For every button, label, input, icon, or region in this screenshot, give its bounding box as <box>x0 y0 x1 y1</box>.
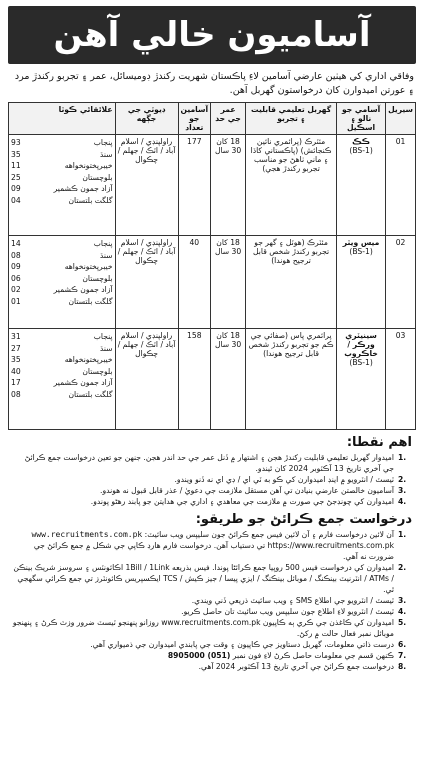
region-quota: 08 <box>11 389 21 399</box>
region-quota: 06 <box>11 273 21 283</box>
age-min: 18 کان <box>216 137 240 146</box>
age-max: 30 سال <box>214 340 242 349</box>
region-name: سنڌ <box>99 343 113 353</box>
list-item <box>12 562 412 595</box>
region-line <box>11 354 113 366</box>
region-line <box>11 183 113 195</box>
post-scale: (BS-1) <box>349 146 373 155</box>
cell-qualification: پرائمري پاس (صفائي جي ڪم جو تجربو رکندڙ شخص قابل ترجيح هوندا) <box>246 329 337 430</box>
cell-age <box>211 329 246 430</box>
region-line <box>11 331 113 343</box>
cell-serial: 03 <box>386 329 416 430</box>
cell-region <box>9 329 116 430</box>
age-min: 18 کان <box>216 331 240 340</box>
region-name: خيبرپختونخواهه <box>64 161 113 170</box>
list-item <box>12 474 412 485</box>
list-item <box>12 496 412 507</box>
region-name: بلوچستان <box>82 273 113 283</box>
apply-list <box>12 529 412 672</box>
item-number: 1. <box>398 530 407 539</box>
item-number: 6. <box>398 640 407 649</box>
intro-paragraph: وفاقي اداري کي هيٺين عارضي آسامين لاءِ پاڪستان شهريت رکندڙ ڊوميسائل، عمر ۽ تجربو رکندڙ مرد ۽ عورتن اميدوارن کان درخواستون گهربل آهن. <box>14 71 414 96</box>
list-item <box>12 452 412 474</box>
cell-region <box>9 135 116 236</box>
region-name: پنجاب <box>93 138 113 147</box>
region-quota: 04 <box>11 195 21 205</box>
region-name: گلگت بلتستان <box>68 195 113 205</box>
region-line <box>11 160 113 172</box>
region-quota: 09 <box>11 262 21 271</box>
recruitment-website-link[interactable]: www.recruitments.com.pk <box>31 530 143 539</box>
item-text: درست ذاتي معلومات، گهربل دستاويز جي ڪاپيون ۽ وقت جي پابندي اميدوارن جي ذميواري آهي. <box>90 640 394 649</box>
item-text: اميدوار گهربل تعليمي قابليت رکندڙ هجن ۽ اشتهار ۾ ڏنل عمر جي حد اندر هجن. جنهن جو تعين درخواست جمع ڪرائڻ جي آخري تاريخ 13 آڪٽوبر 2024 کان ٿيندو. <box>24 453 394 473</box>
region-line <box>11 149 113 161</box>
item-number: 2. <box>398 563 407 572</box>
list-item <box>12 595 412 606</box>
list-item <box>12 529 412 540</box>
table-row <box>9 135 416 236</box>
region-name: آزاد جمون ڪشمير <box>53 285 113 294</box>
age-max: 30 سال <box>214 146 242 155</box>
header-serial: سيريل <box>386 103 416 135</box>
region-line <box>11 172 113 184</box>
region-quota: 14 <box>11 239 21 248</box>
cell-age <box>211 236 246 329</box>
cell-qualification: مئٽرڪ (پرائمري نائين ڪنجائش) (پاڪستاني کاڌا ۽ ماني ٺاهڻ جو مناسب تجربو رکندڙ هجي) <box>246 135 337 236</box>
header-qualification: گهربل تعليمي قابليت ۽ تجربو <box>246 103 337 135</box>
item-text: آساميون خالصتن عارضي بنيادن تي آهن مستقل ملازمت جي دعويٰ / عذر قابل قبول نه هوندو. <box>100 486 394 495</box>
age-max: 30 سال <box>214 247 242 256</box>
region-line <box>11 366 113 378</box>
item-number: 4. <box>398 497 407 506</box>
item-number <box>398 540 412 562</box>
apply-heading: درخواست جمع ڪرائڻ جو طريقو: <box>195 512 412 527</box>
region-name: آزاد جمون ڪشمير <box>53 184 113 193</box>
list-item <box>12 639 412 650</box>
cell-title <box>337 135 386 236</box>
region-name: گلگت بلتستان <box>68 296 113 306</box>
cell-title <box>337 236 386 329</box>
header-region: علائقائي ڪوٽا <box>9 103 116 135</box>
table-row <box>9 329 416 430</box>
table-row <box>9 236 416 329</box>
region-name: پنجاب <box>93 239 113 248</box>
cell-region <box>9 236 116 329</box>
region-name: خيبرپختونخواهه <box>64 262 113 271</box>
region-quota: 35 <box>11 149 21 159</box>
region-quota: 09 <box>11 184 21 193</box>
region-name: سنڌ <box>99 250 113 260</box>
list-item <box>12 540 412 562</box>
list-item <box>12 606 412 617</box>
cell-qualification: مئٽرڪ (هوٽل ۽ گهر جو تجربو رکندڙ شخص قابل ترجيح هوندا) <box>246 236 337 329</box>
cell-location: راولپنڊي / اسلام آباد / اٽڪ / جهلم / چڪوال <box>115 329 178 430</box>
age-min: 18 کان <box>216 238 240 247</box>
item-text: ٽيسٽ / انٽرويو ۾ اينڊ اميدوارن کي ڪو به ٽي اي / ڊي اي نه ڏنو ويندو. <box>174 475 394 484</box>
notes-heading: اهم نقطا: <box>346 435 412 450</box>
region-line <box>11 389 113 401</box>
region-name: پنجاب <box>93 332 113 341</box>
item-number: 3. <box>398 596 407 605</box>
cell-count: 177 <box>178 135 211 236</box>
region-quota: 40 <box>11 366 21 376</box>
region-name: آزاد جمون ڪشمير <box>53 378 113 387</box>
item-number: 4. <box>398 607 407 616</box>
cell-count: 40 <box>178 236 211 329</box>
cell-location: راولپنڊي / اسلام آباد / اٽڪ / جهلم / چڪوال <box>115 236 178 329</box>
region-quota: 17 <box>11 378 21 387</box>
list-item <box>12 650 412 661</box>
header-count: آسامين جو تعداد <box>178 103 211 135</box>
item-text: ٽيسٽ / انٽرويو جي اطلاع SMS ۽ ويب سائيٽ ذريعي ڏني ويندي. <box>191 596 394 605</box>
region-quota: 93 <box>11 138 21 147</box>
title-banner <box>8 6 416 64</box>
region-quota: 27 <box>11 343 21 353</box>
item-number: 5. <box>398 618 407 627</box>
post-name: ڪڪ <box>352 137 370 146</box>
page-title: آسامیون خالي آهن <box>53 15 371 55</box>
region-quota: 25 <box>11 172 21 182</box>
region-line <box>11 284 113 296</box>
item-number: 1. <box>398 453 407 462</box>
region-line <box>11 195 113 207</box>
region-quota: 31 <box>11 332 21 341</box>
cell-serial: 01 <box>386 135 416 236</box>
cell-age <box>211 135 246 236</box>
header-age: عمر جي حد <box>211 103 246 135</box>
region-quota: 08 <box>11 250 21 260</box>
region-quota: 02 <box>11 285 21 294</box>
item-text: ڪنهن قسم جي معلومات حاصل ڪرڻ لاءِ فون نمبر <box>232 651 394 660</box>
region-quota: 01 <box>11 296 21 306</box>
region-name: خيبرپختونخواهه <box>64 355 113 364</box>
cell-serial: 02 <box>386 236 416 329</box>
post-name: ميس ويٽر <box>342 238 380 247</box>
region-line <box>11 238 113 250</box>
region-quota: 11 <box>11 161 21 170</box>
table-header-row <box>9 103 416 135</box>
notes-list <box>12 452 412 507</box>
post-scale: (BS-1) <box>349 358 373 367</box>
region-name: گلگت بلتستان <box>68 389 113 399</box>
item-text: آن لائين درخواست فارم ۽ آن لائين فيس جمع ڪرائڻ جون سليپس ويب سائيٽ: <box>144 530 394 539</box>
item-text: درخواست جمع ڪرائڻ جي آخري تاريخ 13 آڪٽوبر 2024 آهي. <box>198 662 394 671</box>
list-item <box>12 661 412 672</box>
cell-count: 158 <box>178 329 211 430</box>
item-text: اميدوارن کي چونڊجڻ جي صورت ۾ ملازمت جي معاهدي ۽ اداري جي هدايتن جو پابند رهڻو پوندو. <box>90 497 394 506</box>
item-text: اميدوارن کي ڪاغذن جي ڪري ٻه ڪاپيون www.recruitments.com.pk روزانو پنهنجو ٽيسٽ ضرور وزٽ ڪرڻ ۽ پنهنجو موبائل نمبر فعال حالت ۾ رکڻ. <box>12 618 394 638</box>
list-item <box>12 485 412 496</box>
region-line <box>11 250 113 262</box>
region-quota: 35 <box>11 355 21 364</box>
item-text: ٽيسٽ / انٽرويو لاءِ اطلاع جون سليپس ويب سائيٽ تان حاصل ڪريو. <box>181 607 394 616</box>
cell-title <box>337 329 386 430</box>
region-line <box>11 377 113 389</box>
header-location: ڊيوٽي جي جڳهه <box>115 103 178 135</box>
post-scale: (BS-1) <box>349 247 373 256</box>
item-text: https://www.recruitments.com.pk تي دستياب آهن. درخواست فارم هارڊ ڪاپي جي شڪل ۾ جمع ڪرائڻ جي ضرورت نه آهي. <box>33 541 394 561</box>
region-line <box>11 137 113 149</box>
contact-phone: (051) 8905000 <box>167 651 231 660</box>
list-item <box>12 617 412 639</box>
region-line <box>11 343 113 355</box>
region-line <box>11 273 113 285</box>
item-text: اميدوارن کي درخواست فيس 500 روپيا جمع ڪرائڻا پوندا. فيس بذريعه 1Bill / 1Link اڪائونٽس ۽ سروسز شريڪ بينڪن / ATMs / انٽرنيٽ بينڪنگ / موبائل بينڪنگ / ايزي پيسا / جيز ڪيش / TCS ايڪسپريس ڪائونٽرز تي جمع ڪرائي سگهجي ٿي. <box>13 563 394 594</box>
region-name: بلوچستان <box>82 172 113 182</box>
header-title: آسامي جو نالو ۽ اسڪيل <box>337 103 386 135</box>
post-name: سينيٽري ورڪر / خاڪروب <box>344 331 378 358</box>
item-number: 2. <box>398 475 407 484</box>
item-number: 3. <box>398 486 407 495</box>
region-name: سنڌ <box>99 149 113 159</box>
region-line <box>11 261 113 273</box>
item-number: 8. <box>398 662 407 671</box>
region-name: بلوچستان <box>82 366 113 376</box>
item-number: 7. <box>398 651 407 660</box>
region-line <box>11 296 113 308</box>
vacancies-table <box>8 102 416 430</box>
cell-location: راولپنڊي / اسلام آباد / اٽڪ / جهلم / چڪوال <box>115 135 178 236</box>
